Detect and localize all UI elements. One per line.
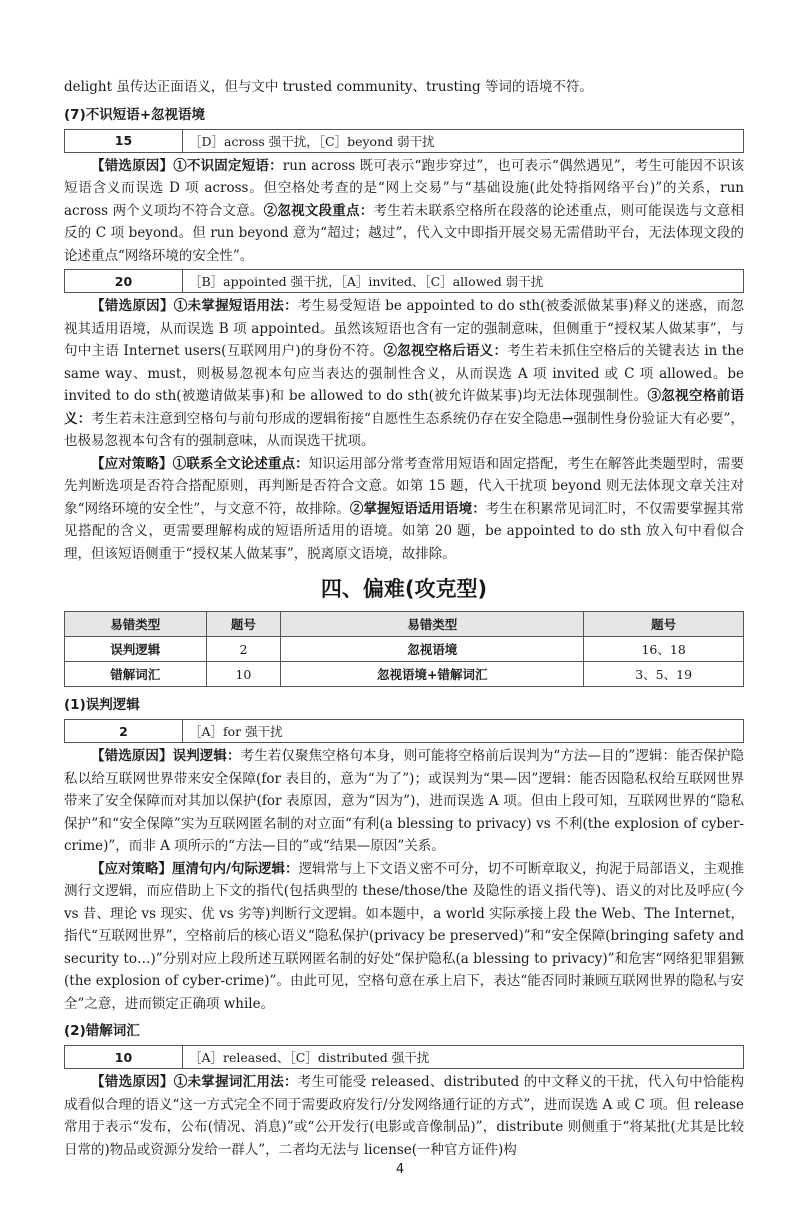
question-2-row xyxy=(64,719,744,743)
reason-text-2: 考生若未联系空格所在段落的论述重点，则可能误选与文意相反的 C 项 beyond。但 run beyond 意为“超过；越过”，代入文中即指开展交易无需借助平台，无法体现文段的论述重点“网络环境的安全性”。 xyxy=(64,202,745,264)
intro-paragraph: delight 虽传达正面语义，但与文中 trusted community、trusting 等词的语境不符。 xyxy=(64,79,593,95)
q10-error-reason xyxy=(64,1071,744,1161)
question-20-row xyxy=(64,269,744,293)
reason-key-1: ①不识固定短语： xyxy=(173,157,283,174)
table-cell: 忽视语境 xyxy=(281,637,584,662)
reason-text-2: 考生若未抓住空格后的关键表达 in the same way、must，则极易忽视本句应当表达的强制性含义，从而误选 A 项 invited 或 C 项 allowed。be invited to do sth(被邀请做某事)和 be allowed to do sth(被允许做某事)均无法体现强制性。 xyxy=(64,343,744,404)
table-cell: 10 xyxy=(206,662,281,687)
table-cell: 2 xyxy=(206,637,281,662)
question-options: ［B］appointed 强干扰，［A］invited、［C］allowed 弱干扰 xyxy=(183,270,744,293)
table-cell: 忽视语境+错解词汇 xyxy=(281,662,584,687)
question-10-row xyxy=(64,1045,744,1069)
table-header: 易错类型 xyxy=(65,612,207,637)
reason-key-1: ①未掌握词汇用法： xyxy=(173,1074,298,1090)
page-number: 4 xyxy=(395,1162,405,1177)
question-number: 20 xyxy=(65,270,183,293)
reason-key-2: ②忽视文段重点： xyxy=(263,202,374,219)
table-header: 题号 xyxy=(584,612,744,637)
question-15-row xyxy=(64,129,744,153)
reason-tag: 【错选原因】 xyxy=(91,748,173,764)
question-options: ［D］across 强干扰，［C］beyond 弱干扰 xyxy=(183,129,744,152)
q15-error-reason xyxy=(64,155,744,268)
reason-key-3: ③忽视空格前语义： xyxy=(64,388,745,427)
reason-key-1: ①未掌握短语用法： xyxy=(173,298,298,314)
strategy-tag: 【应对策略】 xyxy=(91,455,173,472)
reason-text-1: 考生可能受 released、distributed 的中文释义的干扰，代入句中恰能构成看似合理的语义“这一方式完全不同于需要政府发行/分发网络通行证的方式”，进而误选 A 或 C 项。但 release 常用于表示“发布，公布(情况、消息)”或“公开发行(电影或音像制品)”，distribute 则侧重于“将某批(尤其是比较日常的)物品或资源分发给一群人”，二者均无法与 license(一种官方证件)构 xyxy=(64,1074,745,1158)
table-header: 题号 xyxy=(206,612,281,637)
table-cell: 错解词汇 xyxy=(65,662,207,687)
q20-error-reason xyxy=(64,295,744,453)
table-row xyxy=(65,662,744,687)
strategy-key-2: ②掌握短语适用语境： xyxy=(349,500,486,517)
reason-text-3: 考生若未注意到空格句与前句形成的逻辑衔接“自愿性生态系统仍存在安全隐患→强制性身份验证大有必要”，也极易忽视本句含有的强制意味，从而误选干扰项。 xyxy=(64,410,744,449)
question-number: 15 xyxy=(65,129,183,152)
strategy-text-1: 逻辑常与上下文语义密不可分，切不可断章取义，拘泥于局部语义，主观推测行文逻辑，而应借助上下文的指代(包括典型的 these/those/the 及隐性的语义指代等)、语义的对比及呼应(今 vs 昔、理论 vs 现实、优 vs 劣等)判断行文逻辑。如本题中，a world 实际承接上段 the Web、The Internet，指代“互联网世界”，空格前后的核心语义“隐私保护(privacy be preserved)”和“安全保障(bringing safety and security to…)”分别对应上段所述互联网匿名制的好处“保护隐私(a blessing to privacy)”和危害“网络犯罪猖獗(the explosion of cyber-crime)”。由此可见，空格句意在承上启下，表达“能否同时兼顾互联网世界的隐私与安全”之意，进而锁定正确项 while。 xyxy=(64,860,745,1012)
strategy-text-1: 知识运用部分常考查常用短语和固定搭配，考生在解答此类题型时，需要先判断选项是否符合搭配原则，再判断是否符合文意。如第 15 题，代入干扰项 beyond 则无法体现文章关注对象“网络环境的安全性”，与文意不符，故排除。 xyxy=(64,455,745,517)
q2-strategy xyxy=(64,858,744,1016)
q20-strategy xyxy=(64,453,744,566)
question-options: ［A］released、［C］distributed 强干扰 xyxy=(183,1046,744,1069)
section-7-heading: (7)不识短语+忽视语境 xyxy=(64,106,206,123)
page-content xyxy=(64,76,744,1161)
table-row xyxy=(65,637,744,662)
section-1-heading: (1)误判逻辑 xyxy=(64,697,140,713)
reason-tag: 【错选原因】 xyxy=(91,1074,174,1090)
question-options: ［A］for 强干扰 xyxy=(183,720,744,743)
table-cell: 3、5、19 xyxy=(584,662,744,687)
strategy-text-2: 考生在积累常见词汇时，不仅需要掌握其常见搭配的含义，更需要理解构成的短语所适用的语境。如第 20 题，be appointed to do sth 放入句中看似合理，但该短语侧重于“授权某人做某事”，脱离原文语境，故排除。 xyxy=(64,500,744,562)
table-cell: 误判逻辑 xyxy=(65,637,207,662)
strategy-tag: 【应对策略】 xyxy=(91,860,173,877)
question-number: 2 xyxy=(65,720,183,743)
reason-key-2: ②忽视空格后语义： xyxy=(383,343,508,359)
reason-text-1: 考生若仅聚焦空格句本身，则可能将空格前后误判为“方法—目的”逻辑：能否保护隐私以给互联网世界带来安全保障(for 表目的，意为“为了”)；或误判为“果—因”逻辑：能否因隐私权给互联网世界带来了安全保障而对其加以保护(for 表原因，意为“因为”)，进而误选 A 项。但由上段可知，互联网世界的“隐私保护”和“安全保障”实为互联网匿名制的对立面“有利(a blessing to privacy) vs 不利(the explosion of cyber-crime)”，而非 A 项所示的“方法—目的”或“结果—原因”关系。 xyxy=(64,748,745,854)
table-cell: 16、18 xyxy=(584,637,744,662)
reason-key-1: 误判逻辑： xyxy=(172,748,241,764)
error-type-table xyxy=(64,611,744,687)
reason-text-1: run across 既可表示“跑步穿过”，也可表示“偶然遇见”，考生可能因不识该短语含义而误选 D 项 across。但空格处考查的是“网上交易”与“基础设施(此处特指网络平台)”的关系，run across 两个义项均不符合文意。 xyxy=(64,157,745,219)
section-4-title: 四、偏难(攻克型) xyxy=(320,577,488,601)
reason-tag: 【错选原因】 xyxy=(91,298,174,314)
section-2-heading: (2)错解词汇 xyxy=(64,1023,140,1039)
strategy-key-1: ①联系全文论述重点： xyxy=(172,455,309,472)
reason-text-1: 考生易受短语 be appointed to do sth(被委派做某事)释义的迷惑，而忽视其适用语境，从而误选 B 项 appointed。虽然该短语也含有一定的强制意味，但侧重于“授权某人做某事”，与句中主语 Internet users(互联网用户)的身份不符。 xyxy=(64,298,745,359)
question-number: 10 xyxy=(65,1046,183,1069)
q2-error-reason xyxy=(64,745,744,858)
table-header: 易错类型 xyxy=(281,612,584,637)
reason-tag: 【错选原因】 xyxy=(91,157,174,174)
strategy-key-1: 厘清句内/句际逻辑： xyxy=(172,860,299,877)
